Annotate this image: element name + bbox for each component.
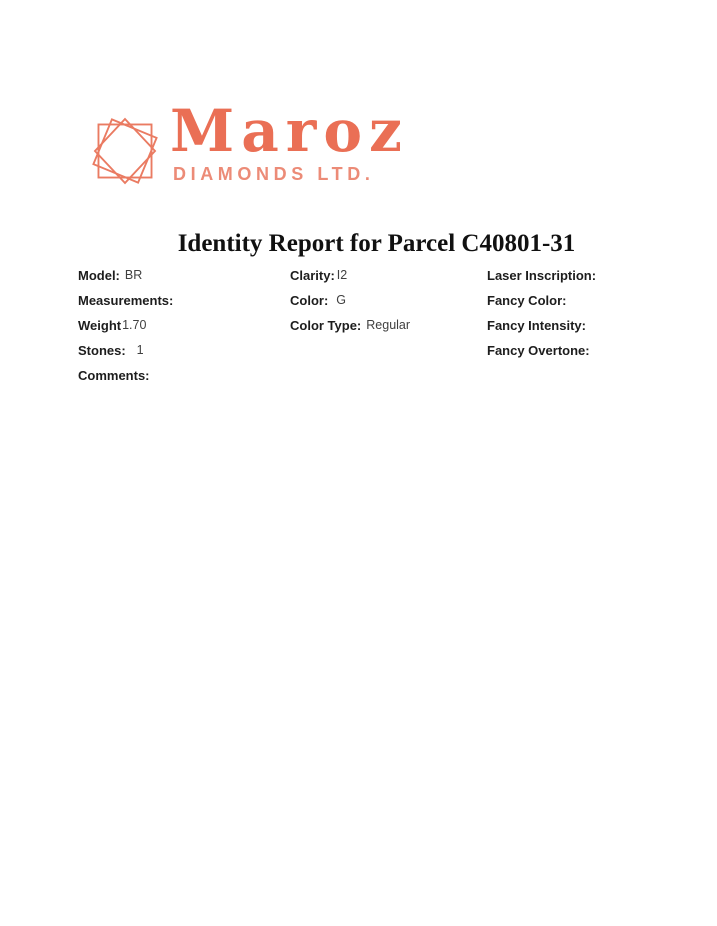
field-value-color: G xyxy=(336,293,347,307)
field-label-laser-inscription: Laser Inscription: xyxy=(487,268,597,283)
field-value-stones: 1 xyxy=(136,343,144,357)
field-column-right xyxy=(487,267,601,367)
field-row-measurements xyxy=(78,292,178,317)
field-label-fancy-overtone: Fancy Overtone: xyxy=(487,343,590,358)
field-label-fancy-intensity: Fancy Intensity: xyxy=(487,318,586,333)
field-row-color-type xyxy=(290,317,410,342)
brand-tagline: DIAMONDS LTD. xyxy=(173,164,375,184)
field-row-model xyxy=(78,267,178,292)
field-label-stones: Stones: xyxy=(78,343,126,358)
field-value-weight: 1.70 xyxy=(122,318,147,332)
field-label-comments: Comments: xyxy=(78,368,150,383)
field-row-fancy-color xyxy=(487,292,601,317)
field-label-clarity: Clarity: xyxy=(290,268,335,283)
field-label-measurements: Measurements: xyxy=(78,293,174,308)
field-label-weight: Weight xyxy=(78,318,122,333)
octagram-star-icon xyxy=(86,108,164,199)
field-column-left xyxy=(78,267,178,392)
field-row-weight xyxy=(78,317,178,342)
field-row-color xyxy=(290,292,410,317)
field-row-comments xyxy=(78,367,178,392)
field-row-stones xyxy=(78,342,178,367)
field-value-model: BR xyxy=(124,268,143,282)
field-label-color: Color: xyxy=(290,293,329,308)
field-value-color-type: Regular xyxy=(366,318,411,332)
field-label-color-type: Color Type: xyxy=(290,318,362,333)
field-row-fancy-intensity xyxy=(487,317,601,342)
report-title: Identity Report for Parcel C40801-31 xyxy=(177,230,576,257)
field-column-middle xyxy=(290,267,410,342)
brand-name: Maroz xyxy=(170,97,409,165)
field-row-fancy-overtone xyxy=(487,342,601,367)
field-value-clarity: I2 xyxy=(336,268,348,282)
field-row-clarity xyxy=(290,267,410,292)
field-row-laser-inscription xyxy=(487,267,601,292)
field-label-fancy-color: Fancy Color: xyxy=(487,293,567,308)
field-label-model: Model: xyxy=(78,268,120,283)
